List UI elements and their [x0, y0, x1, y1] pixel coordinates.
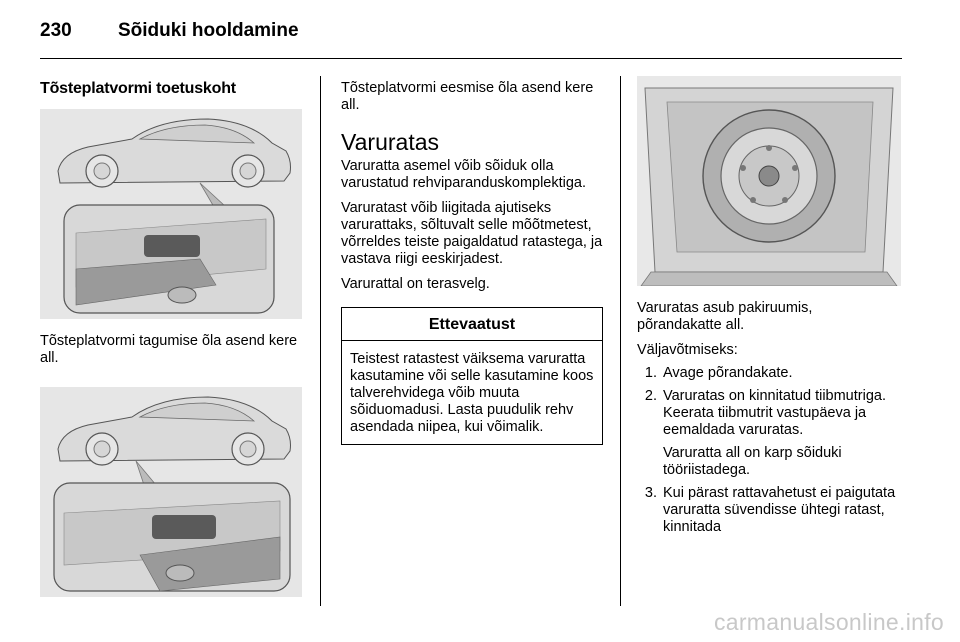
- spare-wheel-icon: [637, 76, 901, 286]
- paragraph: Varuratast võib liigitada ajutiseks varurattaks, sõltuvalt selle mõõtmetest, võrreldes teiste paigaldatud ratastega, ja vastava riigi eeskirjadest.: [341, 200, 603, 267]
- column-divider: [620, 76, 621, 606]
- paragraph: Varuratas asub pakiruumis, põrandakatte all.: [637, 300, 813, 333]
- page-header: [40, 20, 299, 46]
- spare-wheel-heading: Varuratas: [341, 129, 440, 155]
- removal-steps: [637, 365, 901, 536]
- column-divider: [320, 76, 321, 606]
- jack-point-heading: Tõsteplatvormi toetuskoht: [40, 80, 236, 97]
- paragraph: Väljavõtmiseks:: [637, 342, 738, 358]
- list-item: [637, 485, 901, 536]
- caution-title: Ettevaatust: [342, 308, 602, 341]
- column-2: [341, 80, 603, 445]
- list-item: [637, 365, 901, 382]
- caution-body: Teistest ratastest väiksema varuratta kasutamine või selle kasutamine koos talverehvidega võib muuta sõiduomadusi. Lasta puudulik rehv asendada niipea, kui võimalik.: [350, 351, 594, 435]
- step-note: Varuratta all on karp sõiduki tööriistadega.: [663, 445, 842, 478]
- caution-box: [341, 307, 603, 445]
- front-jack-caption: Tõsteplatvormi eesmise õla asend kere all.: [341, 80, 594, 113]
- step-text: Avage põrandakate.: [663, 365, 793, 381]
- rear-jack-caption: Tõsteplatvormi tagumise õla asend kere all.: [40, 333, 298, 366]
- step-number: 3.: [644, 485, 657, 501]
- spare-wheel-illustration: [637, 76, 901, 286]
- page-number: 230: [40, 20, 72, 41]
- rear-jack-point-illustration: [40, 109, 302, 319]
- section-title: Sõiduki hooldamine: [118, 20, 299, 41]
- watermark: carmanualsonline.info: [713, 609, 944, 635]
- paragraph: Varurattal on terasvelg.: [341, 276, 490, 292]
- list-item: [637, 388, 901, 479]
- paragraph: Varuratta asemel võib sõiduk olla varustatud rehviparanduskomplektiga.: [341, 158, 587, 191]
- step-number: 2.: [644, 388, 657, 404]
- car-side-jack-icon: [40, 387, 302, 597]
- car-side-jack-icon: [40, 109, 302, 319]
- step-text: Kui pärast rattavahetust ei paigutata varuratta süvendisse ühtegi ratast, kinnitada: [663, 485, 896, 535]
- column-1: [40, 80, 302, 597]
- column-3: [637, 76, 901, 542]
- step-text: Varuratas on kinnitatud tiibmutriga. Keerata tiibmutrit vastupäeva ja eemaldada varuratas.: [663, 388, 886, 438]
- header-rule: [40, 58, 902, 59]
- step-number: 1.: [644, 365, 657, 381]
- front-jack-point-illustration: [40, 387, 302, 597]
